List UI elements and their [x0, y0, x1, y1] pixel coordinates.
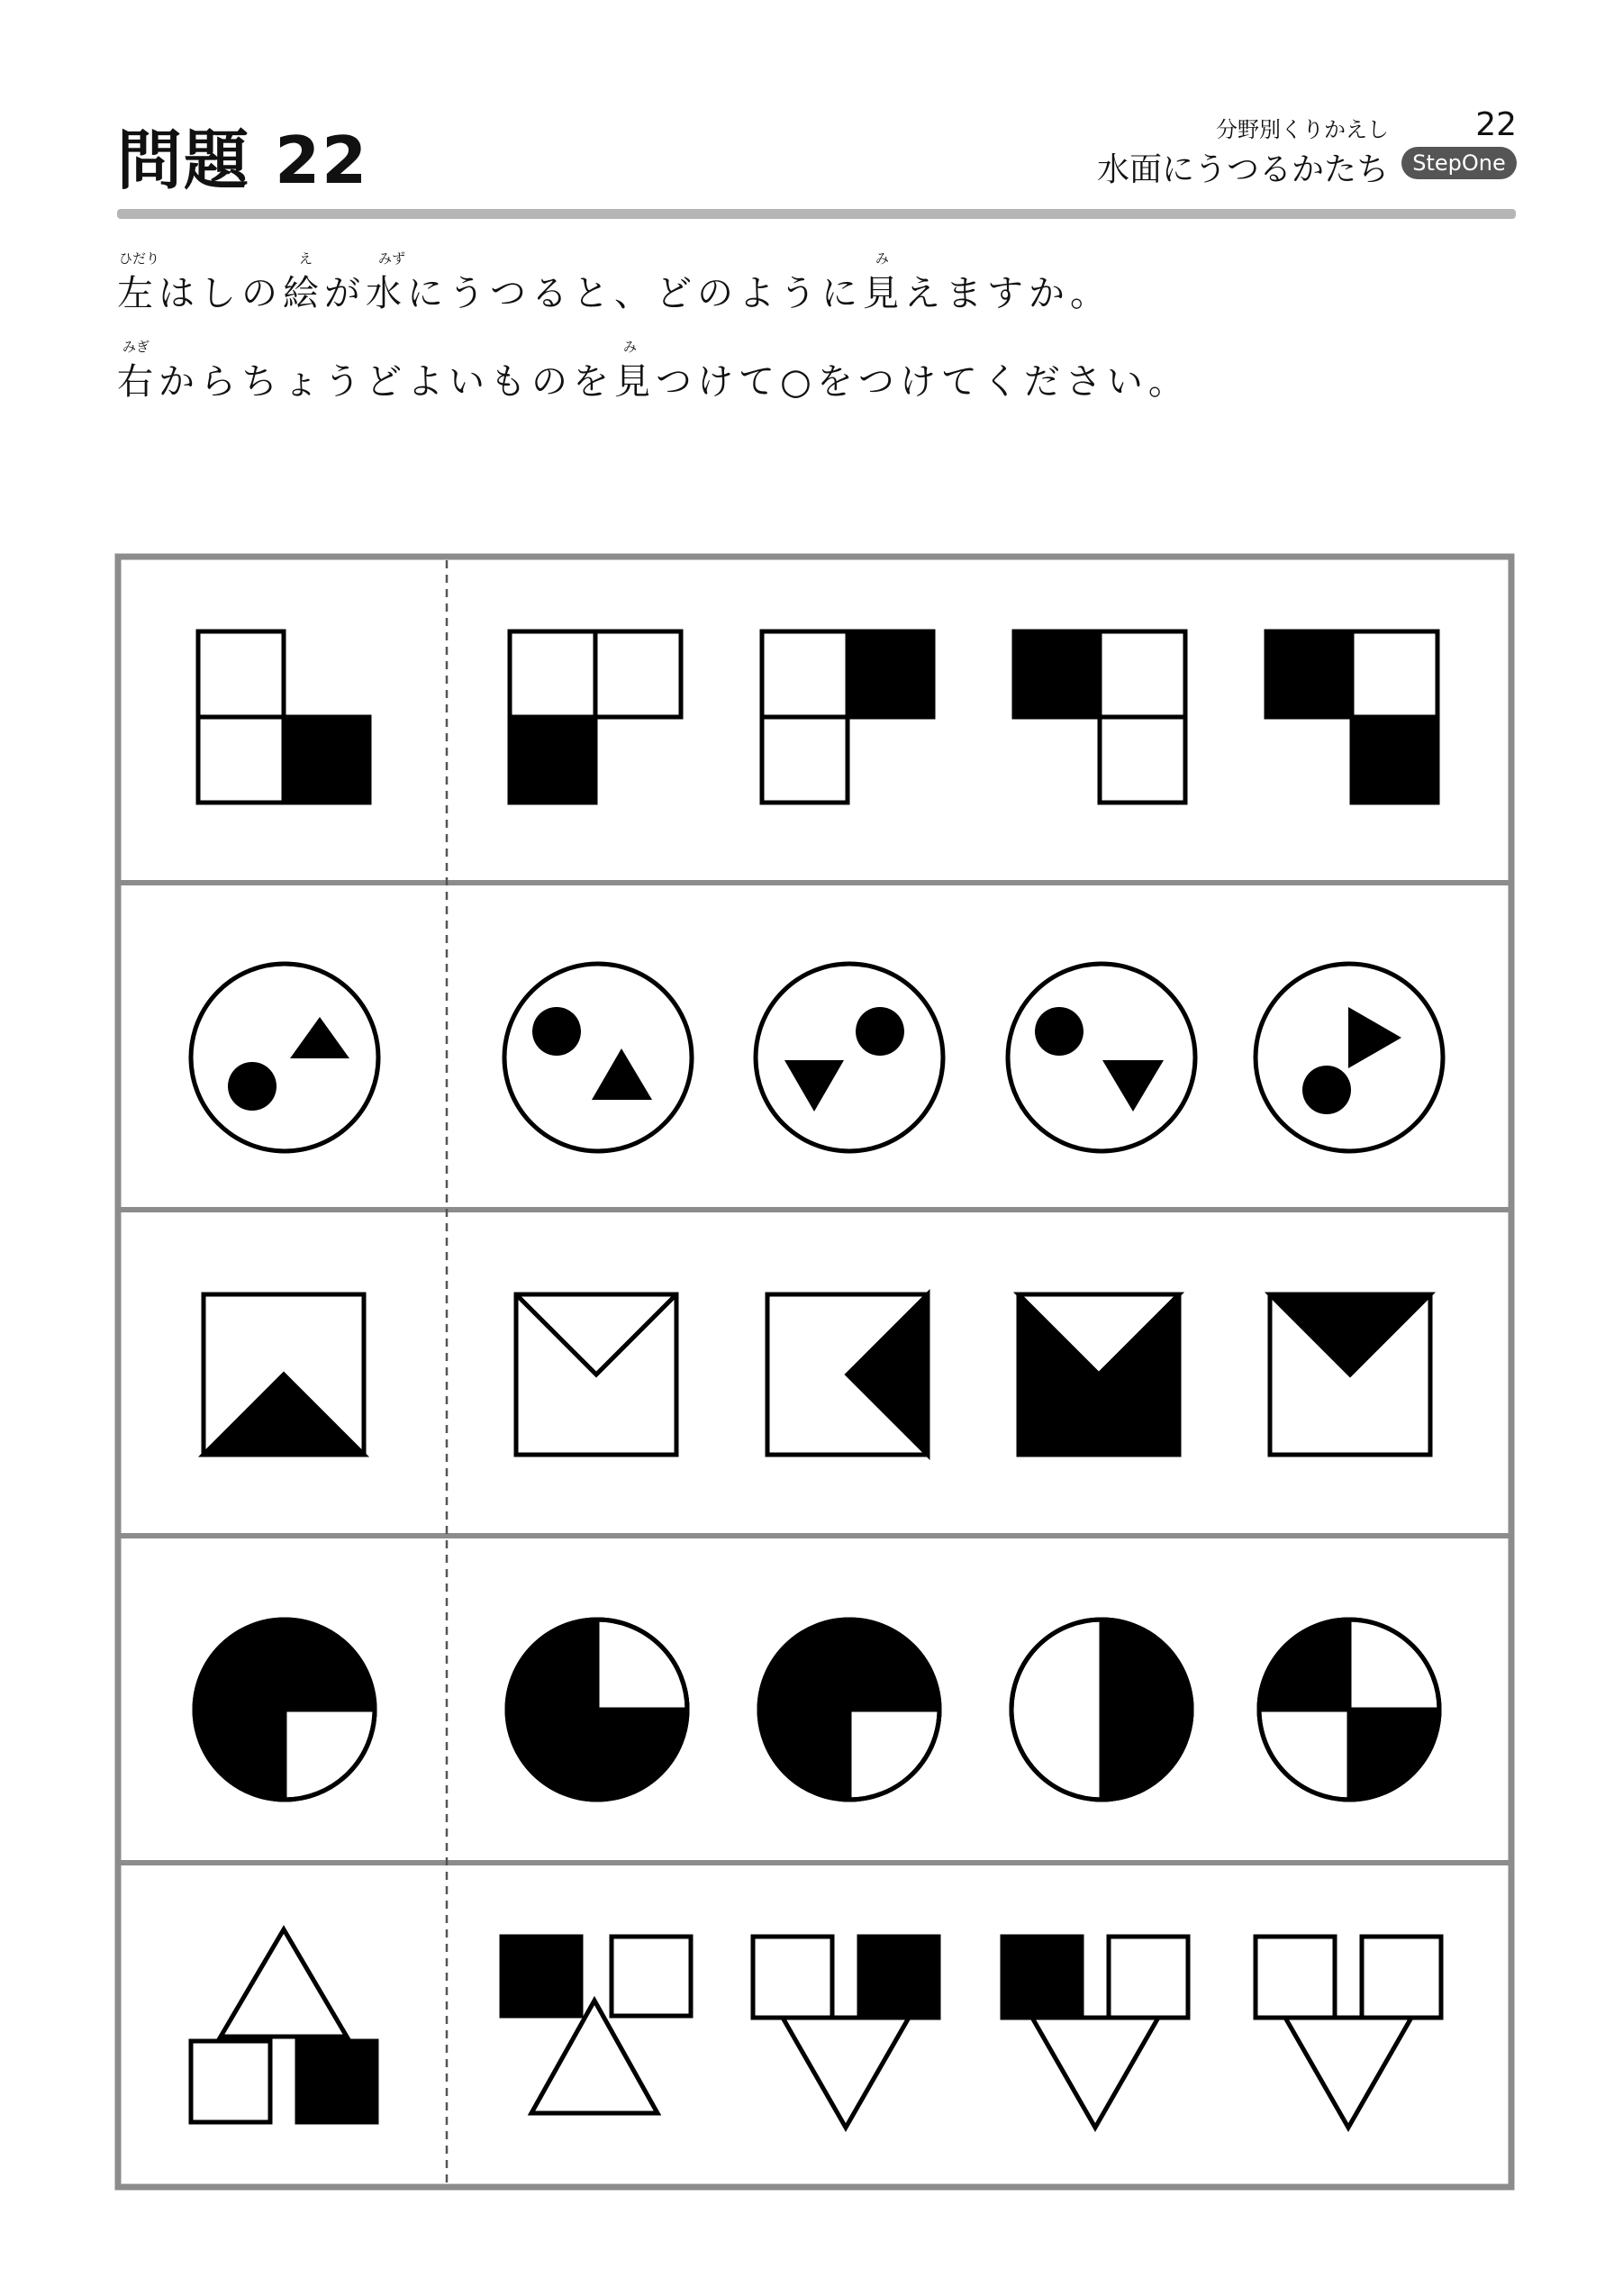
- furigana-mi-1: み: [875, 250, 890, 267]
- row-5-option-4[interactable]: [1256, 1937, 1441, 2128]
- row-2-option-4[interactable]: [1256, 964, 1443, 1151]
- row-1-question: [198, 631, 369, 803]
- instruction-line-1: 左はしの絵が水にうつると、どのように見えますか。: [117, 273, 1111, 314]
- row-5-option-2[interactable]: [753, 1937, 938, 2128]
- row-3-option-4[interactable]: [1270, 1294, 1430, 1455]
- category-label: 分野別くりかえし: [1216, 117, 1389, 142]
- row-4-option-4[interactable]: [1259, 1620, 1439, 1800]
- brand-logo: StepOne: [1401, 147, 1517, 179]
- furigana-mi-2: み: [623, 339, 638, 355]
- topic-label: 水面にうつるかたち: [1096, 151, 1389, 188]
- row-2-option-2[interactable]: [756, 964, 943, 1151]
- row-1-option-3[interactable]: [1014, 631, 1185, 803]
- row-5-option-1[interactable]: [502, 1937, 691, 2113]
- row-3-option-1[interactable]: [516, 1294, 676, 1455]
- row-4-option-2[interactable]: [759, 1620, 939, 1800]
- page-title: 問題 22: [117, 123, 369, 198]
- row-4-option-1[interactable]: [507, 1620, 687, 1800]
- row-1-option-4[interactable]: [1266, 631, 1437, 803]
- page-number: 22: [1475, 106, 1517, 143]
- row-3-question: [204, 1294, 364, 1455]
- row-1-option-2[interactable]: [762, 631, 933, 803]
- row-3-option-2[interactable]: [767, 1294, 928, 1455]
- row-2-option-1[interactable]: [504, 964, 692, 1151]
- furigana-migi: みぎ: [122, 339, 150, 355]
- row-2-question: [191, 964, 378, 1151]
- furigana-mizu: みず: [378, 250, 406, 267]
- furigana-e: え: [299, 250, 313, 267]
- instruction-line-2: 右からちょうどよいものを見つけて○をつけてください。: [117, 361, 1190, 403]
- furigana-hidari: ひだり: [119, 250, 160, 267]
- row-1-option-1[interactable]: [510, 631, 681, 803]
- row-4-question: [195, 1620, 375, 1800]
- row-5-question: [191, 1929, 376, 2122]
- row-2-option-3[interactable]: [1008, 964, 1195, 1151]
- row-3-option-3[interactable]: [1019, 1294, 1179, 1455]
- row-4-option-3[interactable]: [1011, 1620, 1192, 1800]
- row-5-option-3[interactable]: [1002, 1937, 1188, 2128]
